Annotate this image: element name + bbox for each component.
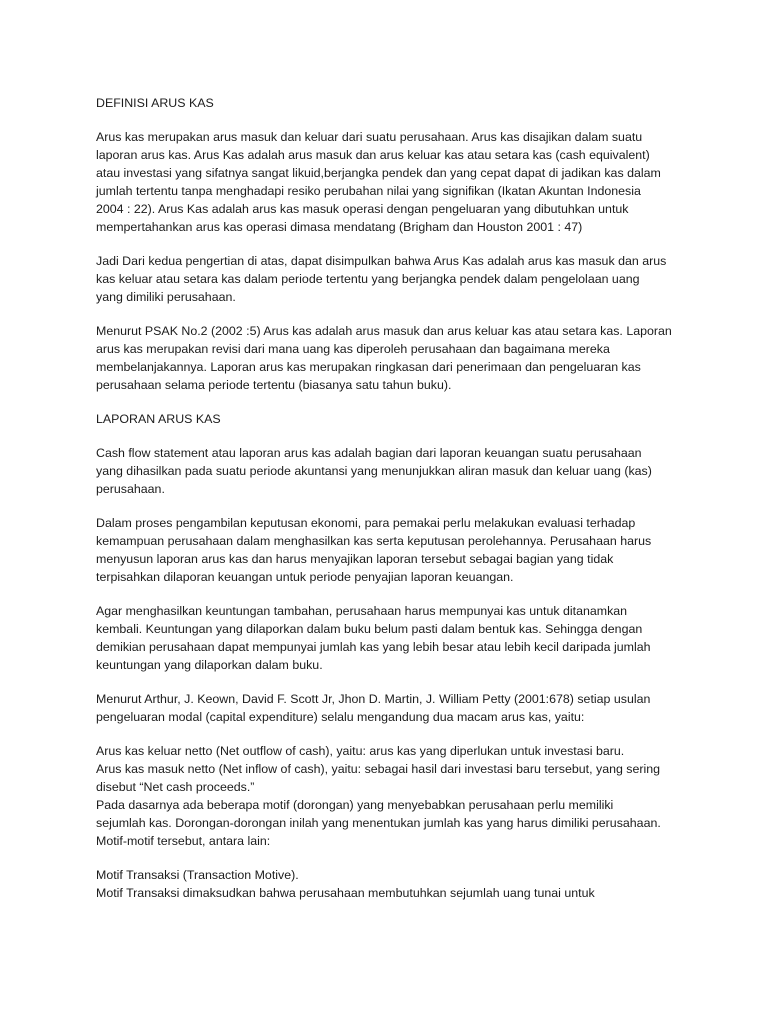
- paragraph-psak: [96, 322, 686, 394]
- text-line: Dalam proses pengambilan keputusan ekonomi, para pemakai perlu melakukan evaluasi terhadap: [96, 516, 636, 530]
- text-line: Motif-motif tersebut, antara lain:: [96, 834, 271, 848]
- text-line: mempertahankan arus kas operasi dimasa mendatang (Brigham dan Houston 2001 : 47): [96, 220, 583, 234]
- text-line: kembali. Keuntungan yang dilaporkan dalam buku belum pasti dalam bentuk kas. Sehingga dengan: [96, 622, 643, 636]
- text-line: disebut “Net cash proceeds.”: [96, 780, 255, 794]
- text-line: Pada dasarnya ada beberapa motif (dorongan) yang menyebabkan perusahaan perlu memiliki: [96, 798, 614, 812]
- document-body: [96, 94, 686, 918]
- text-line: 2004 : 22). Arus Kas adalah arus kas masuk operasi dengan pengeluaran yang dibutuhkan untuk: [96, 202, 629, 216]
- paragraph-conclusion: [96, 252, 686, 306]
- text-line: sejumlah kas. Dorongan-dorongan inilah yang menentukan jumlah kas yang harus dimiliki perusahaan.: [96, 816, 661, 830]
- text-line: menyusun laporan arus kas dan harus menyajikan laporan tersebut sebagai bagian yang tidak: [96, 552, 614, 566]
- paragraph-cash-flow-statement: [96, 444, 686, 498]
- paragraph-additional-profit: [96, 602, 686, 674]
- text-line: Arus kas merupakan arus masuk dan keluar dari suatu perusahaan. Arus kas disajikan dalam suatu: [96, 130, 643, 144]
- text-line: Motif Transaksi (Transaction Motive).: [96, 868, 299, 882]
- paragraph-decision-making: [96, 514, 686, 586]
- text-line: yang dimiliki perusahaan.: [96, 290, 236, 304]
- text-line: atau investasi yang sifatnya sangat likuid,berjangka pendek dan yang cepat dapat di jadikan kas dalam: [96, 166, 661, 180]
- text-line: Arus kas keluar netto (Net outflow of cash), yaitu: arus kas yang diperlukan untuk investasi baru.: [96, 744, 625, 758]
- paragraph-net-cash-flows: [96, 742, 686, 850]
- text-line: kas keluar atau setara kas dalam periode tertentu yang berjangka pendek dalam pengelolaan uang: [96, 272, 640, 286]
- text-line: Menurut Arthur, J. Keown, David F. Scott Jr, Jhon D. Martin, J. William Petty (2001:678) setiap usulan: [96, 692, 651, 706]
- text-line: pengeluaran modal (capital expenditure) selalu mengandung dua macam arus kas, yaitu:: [96, 710, 585, 724]
- text-line: jumlah tertentu tanpa menghadapi resiko perubahan nilai yang signifikan (Ikatan Akuntan Indonesia: [96, 184, 641, 198]
- text-line: Jadi Dari kedua pengertian di atas, dapat disimpulkan bahwa Arus Kas adalah arus kas masuk dan arus: [96, 254, 667, 268]
- text-line: keuntungan yang dilaporkan dalam buku.: [96, 658, 323, 672]
- text-line: kemampuan perusahaan dalam menghasilkan kas serta keputusan perolehannya. Perusahaan harus: [96, 534, 652, 548]
- paragraph-definition: [96, 128, 686, 236]
- text-line: Agar menghasilkan keuntungan tambahan, perusahaan harus mempunyai kas untuk ditanamkan: [96, 604, 628, 618]
- paragraph-keown-citation: [96, 690, 686, 726]
- text-line: demikian perusahaan dapat mempunyai jumlah kas yang lebih besar atau lebih kecil daripada jumlah: [96, 640, 651, 654]
- paragraph-transaction-motive: [96, 866, 686, 902]
- text-line: yang dihasilkan pada suatu periode akuntansi yang menunjukkan aliran masuk dan keluar uang (kas): [96, 464, 652, 478]
- section-heading-definisi-arus-kas: DEFINISI ARUS KAS: [96, 96, 214, 110]
- text-line: Cash flow statement atau laporan arus kas adalah bagian dari laporan keuangan suatu perusahaan: [96, 446, 642, 460]
- text-line: membelanjakannya. Laporan arus kas merupakan ringkasan dari penerimaan dan pengeluaran kas: [96, 360, 641, 374]
- text-line: Arus kas masuk netto (Net inflow of cash), yaitu: sebagai hasil dari investasi baru tersebut, yang sering: [96, 762, 661, 776]
- text-line: Menurut PSAK No.2 (2002 :5) Arus kas adalah arus masuk dan arus keluar kas atau setara kas. Laporan: [96, 324, 672, 338]
- section-heading-laporan-arus-kas: LAPORAN ARUS KAS: [96, 412, 221, 426]
- text-line: terpisahkan dilaporan keuangan untuk periode penyajian laporan keuangan.: [96, 570, 514, 584]
- text-line: Motif Transaksi dimaksudkan bahwa perusahaan membutuhkan sejumlah uang tunai untuk: [96, 886, 595, 900]
- text-line: laporan arus kas. Arus Kas adalah arus masuk dan arus keluar kas atau setara kas (cash equivalent): [96, 148, 650, 162]
- text-line: perusahaan.: [96, 482, 165, 496]
- text-line: arus kas merupakan revisi dari mana uang kas diperoleh perusahaan dan bagaimana mereka: [96, 342, 610, 356]
- text-line: perusahaan selama periode tertentu (biasanya satu tahun buku).: [96, 378, 452, 392]
